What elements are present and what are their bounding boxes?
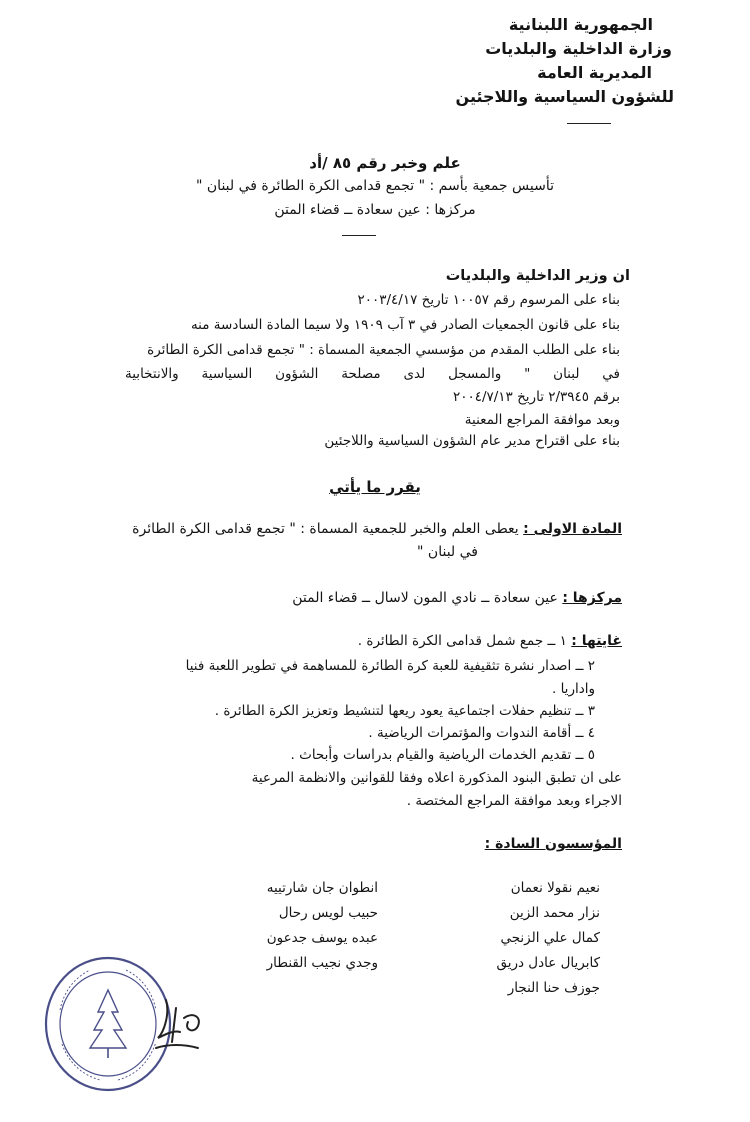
- goal-item: ٣ ــ تنظيم حفلات اجتماعية يعود ريعها لتنشيط وتعزيز الكرة الطائرة .: [214, 703, 595, 719]
- preamble-line: بناء على قانون الجمعيات الصادر في ٣ آب ١٩٠٩ ولا سيما المادة السادسة منه: [190, 317, 620, 333]
- preamble-line: وبعد موافقة المراجع المعنية: [464, 412, 620, 428]
- center-text: عين سعادة ــ نادي المون لاسال ــ قضاء المتن: [292, 590, 558, 606]
- goals-first-line: [358, 633, 622, 649]
- preamble-line: بناء على المرسوم رقم ١٠٠٥٧ تاريخ ٢٠٠٣/٤/١٧: [357, 292, 620, 308]
- preamble-line: في لبنان " والمسجل لدى مصلحة الشؤون السياسية والانتخابية: [125, 366, 620, 382]
- founder-name: نعيم نقولا نعمان: [510, 880, 600, 896]
- decision-heading: يقرر ما يأتي: [329, 478, 421, 496]
- founder-name: كمال علي الزنجي: [500, 930, 600, 946]
- signature: [156, 1000, 199, 1048]
- founder-name: وجدي نجيب القنطار: [266, 955, 378, 971]
- goal-item: ٤ ــ أقامة الندوات والمؤتمرات الرياضية .: [368, 725, 595, 741]
- article-one: [132, 521, 622, 537]
- preamble-line: بناء على اقتراح مدير عام الشؤون السياسية واللاجئين: [324, 433, 620, 449]
- minister-heading: ان وزير الداخلية والبلديات: [445, 268, 630, 284]
- founder-name: حبيب لويس رحال: [278, 905, 378, 921]
- stamp-seal: [46, 958, 170, 1090]
- founder-name: جوزف حنا النجار: [507, 980, 600, 996]
- header-line-ministry: وزارة الداخلية والبلديات: [485, 39, 672, 58]
- preamble-line: برقم ٢/٣٩٤٥ تاريخ ٢٠٠٤/٧/١٣: [452, 389, 620, 405]
- preamble-line: بناء على الطلب المقدم من مؤسسي الجمعية المسماة : " تجمع قدامى الكرة الطائرة: [147, 342, 620, 358]
- header-divider: [567, 123, 611, 124]
- founder-name: عبده يوسف جدعون: [266, 930, 378, 946]
- goal-item: ٢ ــ اصدار نشرة تثقيفية للعبة كرة الطائرة للمساهمة في تطوير اللعبة فنيا: [185, 658, 595, 674]
- center-label: مركزها :: [562, 590, 622, 606]
- association-location: مركزها : عين سعادة ــ قضاء المتن: [274, 202, 476, 218]
- stamp-inner-ring: [60, 972, 156, 1076]
- header-line-country: الجمهورية اللبنانية: [508, 15, 653, 34]
- article-one-label: المادة الاولى :: [523, 521, 622, 537]
- goals-condition-continued: الاجراء وبعد موافقة المراجع المختصة .: [406, 793, 622, 809]
- official-stamp: [38, 952, 208, 1102]
- cedar-icon: [90, 990, 126, 1048]
- founder-name: انطوان جان شارتييه: [266, 880, 378, 896]
- document-number: علم وخبر رقم ٨٥ /أد: [309, 154, 461, 172]
- center-line: [292, 590, 622, 606]
- goal-item-continued: واداريا .: [551, 681, 595, 697]
- founder-name: كابريال عادل دريق: [496, 955, 600, 971]
- association-title: تأسيس جمعية بأسم : " تجمع قدامى الكرة الطائرة في لبنان ": [196, 178, 554, 194]
- founders-heading: المؤسسون السادة :: [484, 836, 622, 852]
- article-one-text: يعطى العلم والخبر للجمعية المسماة : " تجمع قدامى الكرة الطائرة: [132, 521, 519, 537]
- header-line-directorate: المديرية العامة: [537, 63, 652, 82]
- founder-name: نزار محمد الزين: [509, 905, 600, 921]
- header-line-department: للشؤون السياسية واللاجئين: [455, 87, 674, 106]
- goals-label: غايتها :: [571, 633, 622, 649]
- stamp-outer-ring: [46, 958, 170, 1090]
- article-one-continued: في لبنان ": [417, 544, 478, 560]
- goals-condition: على ان تطبق البنود المذكورة اعلاه وفقا للقوانين والانظمة المرعية: [251, 770, 622, 786]
- goal-item: ٥ ــ تقديم الخدمات الرياضية والقيام بدراسات وأبحاث .: [290, 747, 595, 763]
- title-divider: [342, 235, 376, 236]
- goal-item: ١ ــ جمع شمل قدامى الكرة الطائرة .: [357, 633, 567, 649]
